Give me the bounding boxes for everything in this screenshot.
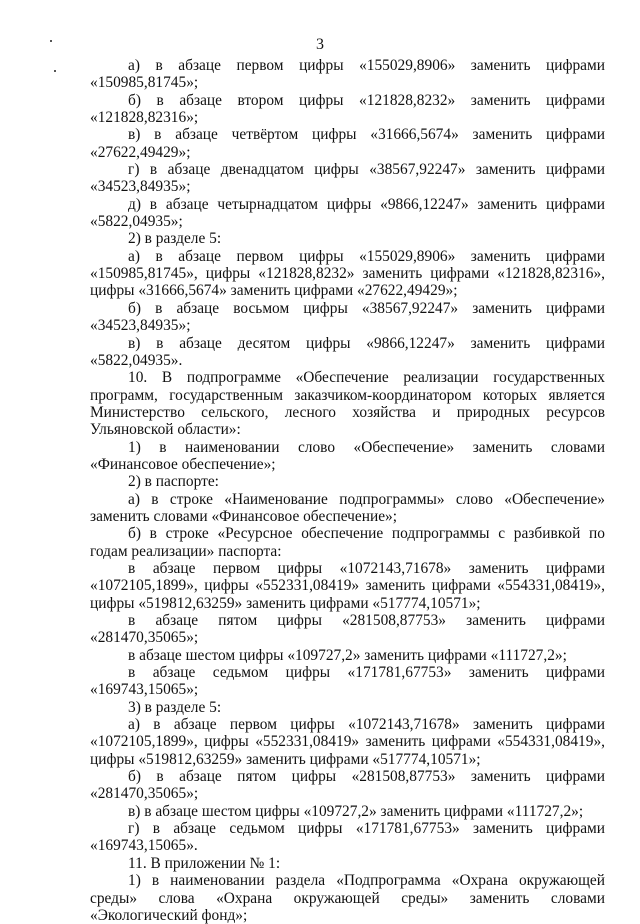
paragraph: б) в абзаце втором цифры «121828,8232» заменить цифрами «121828,82316»;	[90, 91, 605, 127]
paragraph: 1) в наименовании слово «Обеспечение» заменить словами «Финансовое обеспечение»;	[90, 438, 605, 473]
paragraph: б) в абзаце восьмом цифры «38567,92247» заменить цифрами «34523,84935»;	[90, 299, 605, 335]
paragraph: б) в строке «Ресурсное обеспечение подпрограммы с разбивкой по годам реализации» паспорта:	[90, 525, 605, 560]
paragraph: а) в абзаце первом цифры «155029,8906» заменить цифрами «150985,81745», цифры «121828,8232» заменить цифрами «121828,82316», цифры «31666,5674» заменить цифрами «27622,49429»;	[90, 247, 605, 300]
paragraph: 2) в паспорте:	[128, 473, 219, 491]
paragraph: д) в абзаце четырнадцатом цифры «9866,12247» заменить цифрами «5822,04935»;	[90, 195, 605, 231]
paragraph: 2) в разделе 5:	[128, 230, 222, 248]
paragraph: б) в абзаце пятом цифры «281508,87753» заменить цифрами «281470,35065»;	[90, 768, 605, 803]
document-body	[90, 57, 605, 924]
paragraph: в) в абзаце четвёртом цифры «31666,5674» заменить цифрами «27622,49429»;	[90, 126, 605, 161]
paragraph: 1) в наименовании раздела «Подпрограмма «Охрана окружающей среды» слова «Охрана окружающей среды» заменить словами «Экологический фонд»;	[90, 872, 605, 924]
scan-speck	[54, 70, 56, 72]
paragraph: 3) в разделе 5:	[128, 698, 222, 716]
paragraph: в) в абзаце шестом цифры «109727,2» заменить цифрами «111727,2»;	[128, 802, 584, 820]
paragraph: а) в строке «Наименование подпрограммы» слово «Обеспечение» заменить словами «Финансовое обеспечение»;	[90, 490, 605, 525]
paragraph: г) в абзаце двенадцатом цифры «38567,92247» заменить цифрами «34523,84935»;	[90, 161, 605, 196]
paragraph: в абзаце шестом цифры «109727,2» заменить цифрами «111727,2»;	[128, 646, 567, 664]
paragraph: а) в абзаце первом цифры «1072143,71678» заменить цифрами «1072105,1899», цифры «552331,08419» заменить цифрами «554331,08419», цифры «519812,63259» заменить цифрами «517774,10571»;	[90, 716, 605, 768]
paragraph: в абзаце седьмом цифры «171781,67753» заменить цифрами «169743,15065»;	[90, 664, 605, 699]
paragraph: а) в абзаце первом цифры «155029,8906» заменить цифрами «150985,81745»;	[90, 57, 605, 92]
page-number: 3	[316, 36, 324, 53]
paragraph: г) в абзаце седьмом цифры «171781,67753» заменить цифрами «169743,15065».	[90, 820, 605, 855]
paragraph: 10. В подпрограмме «Обеспечение реализации государственных программ, государственным заказчиком-координатором которых является Министерство сельского, лесного хозяйства и природных ресурсов Ульяновской области»:	[90, 369, 605, 439]
paragraph: в) в абзаце десятом цифры «9866,12247» заменить цифрами «5822,04935».	[90, 334, 605, 369]
paragraph: в абзаце пятом цифры «281508,87753» заменить цифрами «281470,35065»;	[90, 612, 605, 647]
paragraph: 11. В приложении № 1:	[128, 854, 281, 872]
paragraph: в абзаце первом цифры «1072143,71678» заменить цифрами «1072105,1899», цифры «552331,08419» заменить цифрами «554331,08419», цифры «519812,63259» заменить цифрами «517774,10571»;	[90, 559, 605, 612]
